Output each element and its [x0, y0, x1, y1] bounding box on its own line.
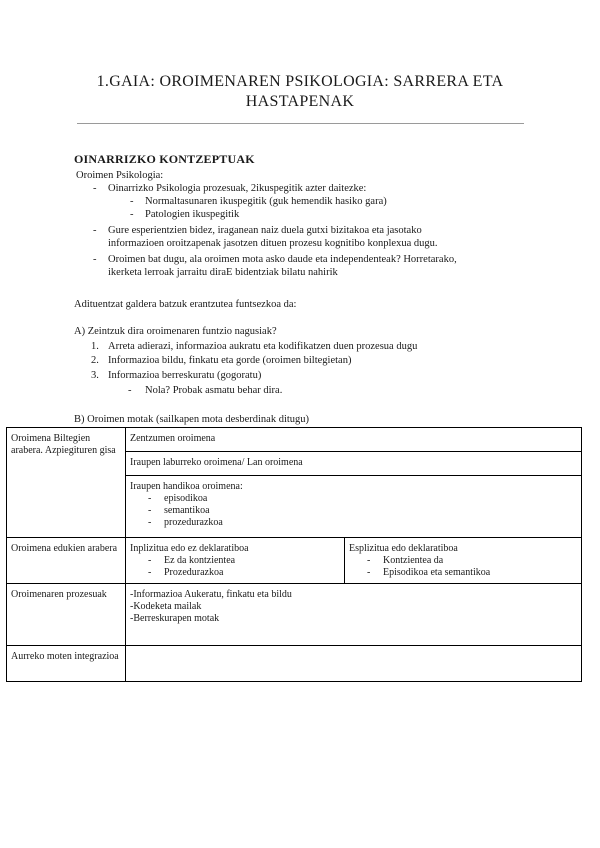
list-item: - episodikoa: [148, 493, 577, 505]
integration-cell: [126, 646, 582, 682]
implicit-memory-title: Inplizitua edo ez deklaratiboa: [130, 543, 249, 554]
question-a-item-2: Informazioa bildu, finkatu eta gorde (oroimen biltegietan): [108, 355, 352, 366]
bullet-3-line-2: ikerketa lerroak jarraitu diraE bidentziak bilatu nahirik: [108, 267, 338, 278]
processes-cell: [126, 584, 582, 646]
bullet-1-sub-1: Normaltasunaren ikuspegitik (guk hemendik hasiko gara): [145, 196, 387, 207]
section-heading: OINARRIZKO KONTZEPTUAK: [74, 152, 255, 166]
list-item: - Kontzientea da: [367, 555, 577, 567]
row-4-header: Aurreko moten integrazioa: [7, 646, 126, 682]
title-line-1: 1.GAIA: OROIMENAREN PSIKOLOGIA: SARRERA ETA: [96, 73, 504, 90]
sensory-memory-cell: Zentzumen oroimena: [126, 428, 582, 452]
list-item: - Prozedurazkoa: [148, 567, 340, 579]
title-divider: [77, 123, 524, 124]
list-item: - semantikoa: [148, 505, 577, 517]
table-row: [7, 584, 582, 646]
row-1-header: Oroimena Biltegien arabera. Azpiegituren gisa: [7, 428, 126, 538]
process-line: -Kodeketa mailak: [130, 601, 202, 612]
bullet-dash: -: [93, 183, 97, 194]
list-number: 2.: [91, 355, 99, 366]
row-3-header: Oroimenaren prozesuak: [7, 584, 126, 646]
question-b-label: B) Oroimen motak (sailkapen mota desberdinak ditugu): [74, 414, 310, 425]
table-row: [7, 646, 582, 682]
intro-label: Oroimen Psikologia:: [76, 170, 164, 181]
list-item: - Episodikoa eta semantikoa: [367, 567, 577, 579]
question-intro: Adituentzat galdera batzuk erantzutea funtsezkoa da:: [74, 299, 297, 310]
explicit-memory-list: [349, 555, 577, 579]
long-term-memory-list: [130, 493, 577, 529]
memory-types-table: [6, 427, 582, 682]
bullet-dash: -: [93, 225, 97, 236]
implicit-memory-cell: [126, 538, 345, 584]
long-term-memory-cell: [126, 476, 582, 538]
row-2-header: Oroimena edukien arabera: [7, 538, 126, 584]
process-line: -Informazioa Aukeratu, finkatu eta bildu: [130, 589, 292, 600]
sub-bullet-dash: -: [130, 209, 134, 220]
list-item: - prozedurazkoa: [148, 517, 577, 529]
list-number: 3.: [91, 370, 99, 381]
question-a-item-3-sub: Nola? Probak asmatu behar dira.: [145, 385, 283, 396]
question-a-item-1: Arreta adierazi, informazioa aukratu eta kodifikatzen duen prozesua dugu: [108, 341, 418, 352]
bullet-2-line-2: informazioen oroitzapenak jasotzen dituen prozesu kognitibo konplexua dugu.: [108, 238, 438, 249]
bullet-3-line-1: Oroimen bat dugu, ala oroimen mota asko daude eta independenteak? Horretarako,: [108, 254, 457, 265]
bullet-1-sub-2: Patologien ikuspegitik: [145, 209, 240, 220]
implicit-memory-list: [130, 555, 340, 579]
long-term-memory-title: Iraupen handikoa oroimena:: [130, 481, 243, 492]
title-line-2: HASTAPENAK: [245, 93, 355, 110]
sub-bullet-dash: -: [130, 196, 134, 207]
list-number: 1.: [91, 341, 99, 352]
list-item: - Ez da kontzientea: [148, 555, 340, 567]
explicit-memory-cell: [345, 538, 582, 584]
bullet-1: Oinarrizko Psikologia prozesuak, 2ikuspegitik azter daitezke:: [108, 183, 367, 194]
table-row: [7, 538, 582, 584]
question-a-item-3: Informazioa berreskuratu (gogoratu): [108, 370, 262, 381]
table-row: [7, 428, 582, 452]
sub-bullet-dash: -: [128, 385, 132, 396]
explicit-memory-title: Esplizitua edo deklaratiboa: [349, 543, 458, 554]
bullet-2-line-1: Gure esperientzien bidez, iraganean naiz duela gutxi bizitakoa eta jasotako: [108, 225, 422, 236]
process-line: -Berreskurapen motak: [130, 613, 220, 624]
document-title: [60, 72, 540, 112]
short-term-memory-cell: Iraupen laburreko oroimena/ Lan oroimena: [126, 452, 582, 476]
question-a-label: A) Zeintzuk dira oroimenaren funtzio nagusiak?: [74, 326, 277, 337]
bullet-dash: -: [93, 254, 97, 265]
